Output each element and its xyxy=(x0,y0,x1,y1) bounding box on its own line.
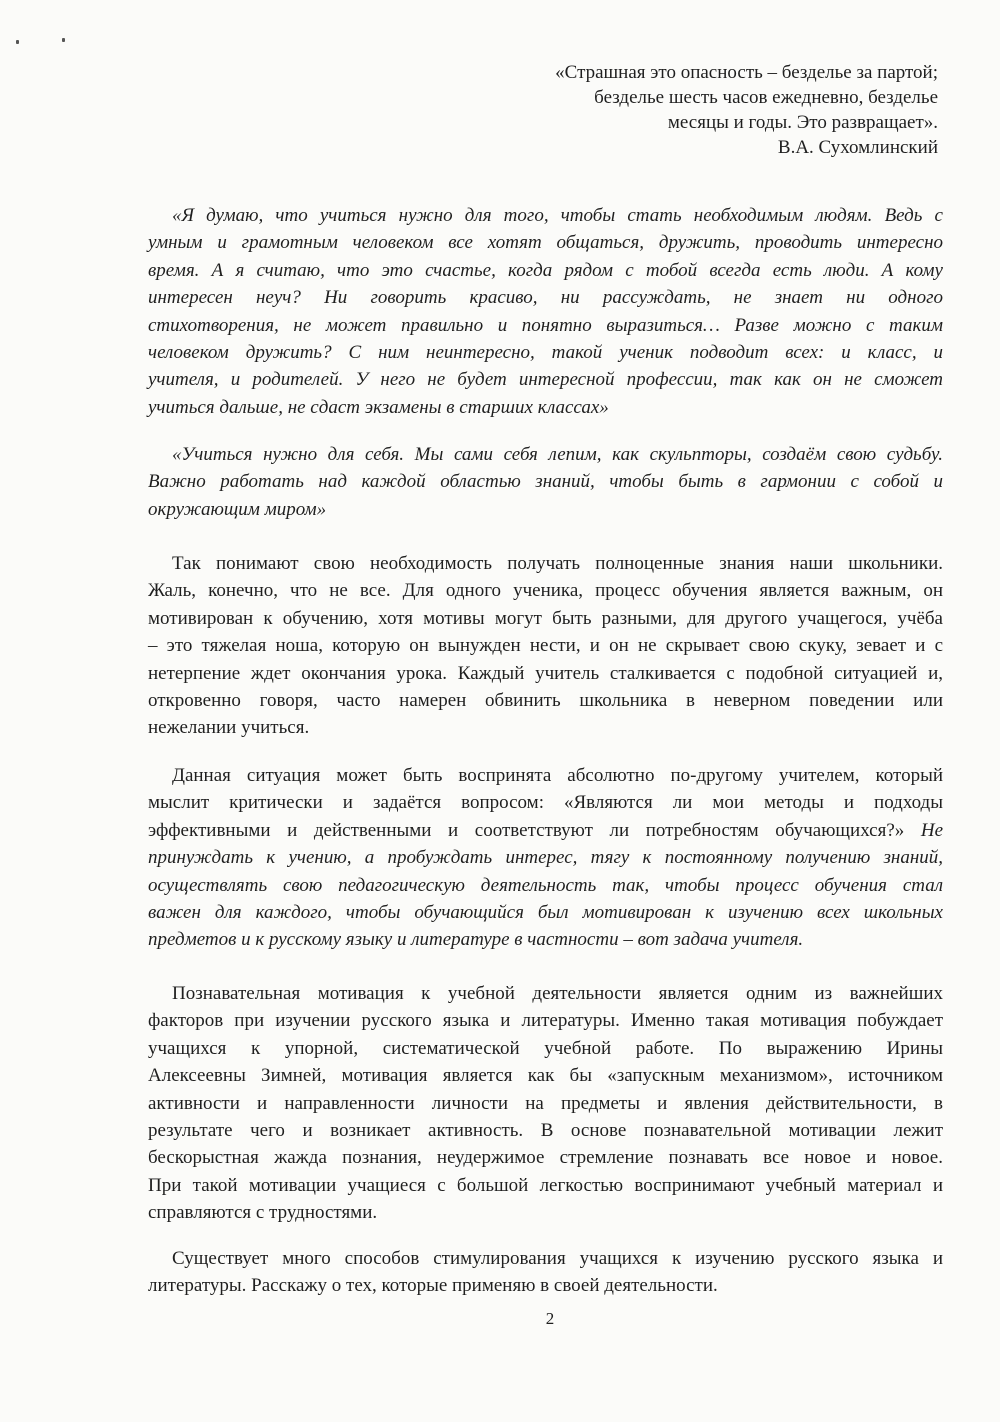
scan-speck xyxy=(62,38,65,42)
body-paragraph xyxy=(148,550,943,742)
text-line: Познавательная мотивация к учебной деятельности является одним из важнейших xyxy=(172,983,943,1004)
text-line: окружающим миром» xyxy=(148,498,327,520)
epigraph xyxy=(378,60,938,160)
text-line: Данная ситуация может быть воспринята абсолютно по-другому учителем, который xyxy=(172,765,943,786)
text-line: учителя, и родителей. У него не будет интересной профессии, так как он не сможет xyxy=(148,369,943,391)
epigraph-line: месяцы и годы. Это развращает». xyxy=(667,112,938,133)
text-line: бескорыстная жажда познания, неудержимое стремление познавать все новое и новое. xyxy=(148,1147,943,1169)
text-line: справляются с трудностями. xyxy=(148,1202,378,1224)
text-line: – это тяжелая ноша, которую он вынужден нести, и он не скрывает свою скуку, зевает и с xyxy=(148,635,943,657)
text-line xyxy=(148,817,943,844)
text-line: нетерпение ждет окончания урока. Каждый учитель сталкивается с подобной ситуацией и, xyxy=(148,662,943,684)
text-line: время. А я считаю, что это счастье, когда рядом с тобой всегда есть люди. А кому xyxy=(148,259,943,281)
text-line: мотивирован к обучению, хотя мотивы могут быть разными, для другого учащегося, учёба xyxy=(148,607,943,629)
body-paragraph xyxy=(148,762,943,954)
text-line: мыслит критически и задаётся вопросом: «Являются ли мои методы и подходы xyxy=(148,792,943,814)
scan-speck xyxy=(16,40,19,44)
text-line: стихотворения, не может правильно и понятно выразиться… Разве можно с таким xyxy=(148,314,943,336)
text-line: Алексеевны Зимней, мотивация является как бы «запускным механизмом», источником xyxy=(148,1065,943,1087)
page-number: 2 xyxy=(545,1309,555,1328)
text-line: учиться дальше, не сдаст экзамены в старших классах» xyxy=(148,396,609,418)
epigraph-line: безделье шесть часов ежедневно, безделье xyxy=(594,87,938,108)
text-fragment: эффективными и действенными и соответствуют ли потребностям обучающихся?» xyxy=(148,819,905,841)
epigraph-author: В.А. Сухомлинский xyxy=(777,137,938,158)
text-line: литературы. Расскажу о тех, которые применяю в своей деятельности. xyxy=(148,1275,718,1297)
text-line: Жаль, конечно, что не все. Для одного ученика, процесс обучения является важным, он xyxy=(148,580,943,602)
text-line: человеком дружить? С ним неинтересно, такой ученик подводит всех: и класс, и xyxy=(148,342,943,364)
student-quote-2 xyxy=(148,441,943,523)
student-quote-1 xyxy=(148,202,943,421)
text-line: нежелании учиться. xyxy=(148,717,310,739)
epigraph-line: «Страшная это опасность – безделье за партой; xyxy=(555,62,938,83)
body-paragraph xyxy=(148,1245,943,1300)
body-paragraph xyxy=(148,980,943,1227)
text-line: осуществлять свою педагогическую деятельность так, чтобы процесс обучения стал xyxy=(148,874,943,896)
text-line: интересен неуч? Ни говорить красиво, ни рассуждать, не знает ни одного xyxy=(148,287,943,309)
text-line: умным и грамотным человеком все хотят общаться, дружить, проводить интересно xyxy=(148,232,943,254)
text-line: откровенно говоря, часто намерен обвинить школьника в неверном поведении или xyxy=(148,690,943,712)
text-line: Существует много способов стимулирования учащихся к изучению русского языка и xyxy=(172,1248,943,1269)
text-line: Важно работать над каждой областью знаний, чтобы быть в гармонии с собой и xyxy=(148,471,943,493)
text-line: результате чего и возникает активность. В основе познавательной мотивации лежит xyxy=(148,1120,943,1142)
text-line: Так понимают свою необходимость получать полноценные знания наши школьники. xyxy=(172,553,943,574)
text-line: принуждать к учению, а пробуждать интерес, тягу к постоянному получению знаний, xyxy=(148,847,943,869)
text-line: активности и направленности личности на предметы и явления действительности, в xyxy=(148,1092,943,1114)
text-line: предметов и к русскому языку и литературе в частности – вот задача учителя. xyxy=(148,929,804,951)
text-line: факторов при изучении русского языка и литературы. Именно такая мотивация побуждает xyxy=(148,1010,943,1032)
text-line: При такой мотивации учащиеся с большой легкостью воспринимают учебный материал и xyxy=(148,1174,943,1196)
text-line: «Я думаю, что учиться нужно для того, чтобы стать необходимым людям. Ведь с xyxy=(172,205,943,226)
text-line: учащихся к упорной, систематической учебной работе. По выражению Ирины xyxy=(148,1037,943,1059)
text-fragment: Не xyxy=(920,819,944,841)
text-line: «Учиться нужно для себя. Мы сами себя лепим, как скульпторы, создаём свою судьбу. xyxy=(172,444,943,465)
text-line: важен для каждого, чтобы обучающийся был мотивирован к изучению всех школьных xyxy=(148,902,943,924)
